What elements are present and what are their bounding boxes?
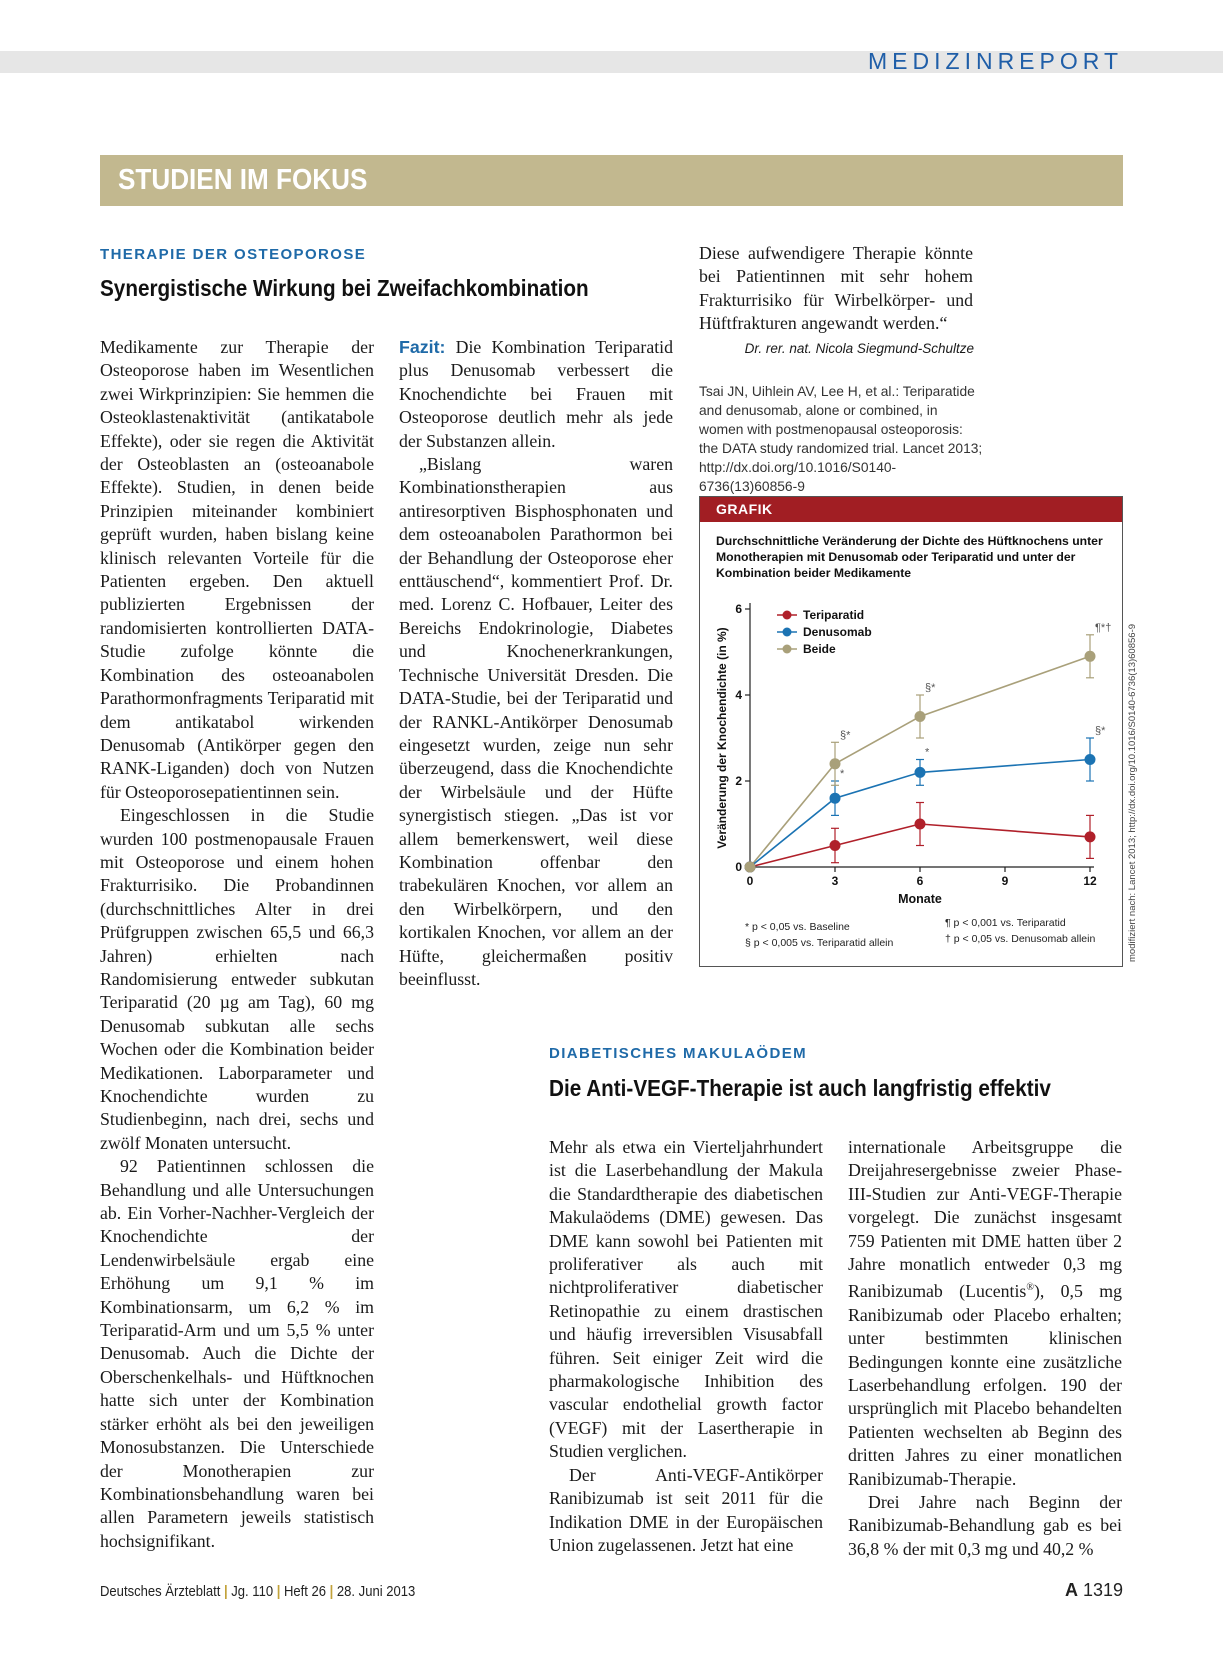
data-point-beide bbox=[915, 711, 926, 722]
legend-label: Denusomab bbox=[803, 625, 872, 639]
issue: Heft 26 bbox=[283, 1584, 327, 1600]
fazit-label: Fazit: bbox=[399, 337, 446, 357]
significance-marker: §* bbox=[840, 729, 851, 742]
journal-name: Deutsches Ärzteblatt bbox=[100, 1584, 221, 1600]
note: † p < 0,05 vs. Denusomab allein bbox=[945, 933, 1096, 945]
date: 28. Juni 2013 bbox=[336, 1584, 416, 1600]
legend-marker bbox=[783, 645, 792, 654]
legend-label: Beide bbox=[803, 642, 836, 656]
article1-column-2 bbox=[399, 336, 673, 991]
paragraph: Medikamente zur Therapie der Osteoporose haben im Wesentlichen zwei Wirkprinzipien: Sie hemmen die Osteoklastenaktivität (antikatabole Effekte), oder sie regen die Aktivität der Osteoblasten an (osteoanabole Effekte). Studien, in denen beide Prinzipien miteinander kombiniert geprüft wurden, haben bislang keine klinisch relevanten Vorteile für die Patienten ergeben. Den aktuell publizierten Ergebnissen der randomisierten kontrollierten DATA-Studie zufolge könnte die Kombination des osteoanabolen Parathormonfragments Teriparatid mit dem antikatabol wirkenden Denusomab (Antikörper gegen den RANK-Liganden) doch von Nutzen für Osteoporosepatientinnen sein. bbox=[100, 337, 374, 802]
banner-title: STUDIEN IM FOKUS bbox=[118, 164, 368, 196]
significance-marker: * bbox=[925, 746, 930, 759]
article2-kicker: DIABETISCHES MAKULAÖDEM bbox=[549, 1045, 808, 1062]
y-tick-label: 6 bbox=[735, 602, 742, 616]
data-point-teriparatid bbox=[915, 819, 926, 830]
section-banner bbox=[100, 155, 1123, 206]
x-axis-label: Monate bbox=[898, 892, 942, 906]
note: * p < 0,05 vs. Baseline bbox=[745, 921, 850, 933]
legend-marker bbox=[783, 628, 792, 637]
separator: | bbox=[224, 1584, 228, 1600]
x-tick-label: 0 bbox=[746, 874, 754, 888]
data-point-beide bbox=[745, 862, 756, 873]
text-span: ), 0,5 mg Ranibizumab oder Placebo erhalten; unter bestimmten klinischen Bedingungen konnte eine zusätzliche Laserbehandlung erfolgen. 190 der ursprünglich mit Placebo behandelten Patienten wechselten ab Beginn des dritten Jahres zu einer monatlichen Ranibizumab-Therapie. bbox=[848, 1281, 1122, 1489]
footer-citation bbox=[100, 1584, 415, 1600]
paragraph bbox=[848, 1136, 1122, 1491]
significance-marker: §* bbox=[1095, 725, 1106, 737]
x-tick-label: 3 bbox=[831, 874, 839, 888]
fazit-paragraph bbox=[399, 336, 673, 453]
paragraph: „Bislang waren Kombinationstherapien aus antiresorptiven Bisphosphonaten und dem osteoanabolen Parathormon bei der Behandlung der Osteoporose eher enttäuschend“, kommentiert Prof. Dr. med. Lorenz C. Hofbauer, Leiter des Bereichs Endokrinologie, Diabetes und Knochenerkrankungen, Technische Universität Dresden. Die DATA-Studie, bei der Teriparatid und der RANKL-Antikörper Denosumab eingesetzt wurden, zeige nun sehr überzeugend, dass die Knochendichte der Wirbelsäule und der Hüfte synergistisch stiegen. „Das ist vor allem bemerkenswert, weil diese Kombination offenbar den trabekulären Knochen, vor allem an den Wirbelkörpern, und den kortikalen Knochen, vor allem an der Hüfte, gleichermaßen positiv beeinflusst. bbox=[399, 454, 673, 989]
paragraph: Mehr als etwa ein Vierteljahrhundert ist die Laserbehandlung der Makula die Standardtherapie des diabetischen Makulaödems (DME) gewesen. Das DME kann sowohl bei Patienten mit proliferativer als auch mit nichtproliferativer diabetischer Retinopathie zu einem drastischen und häufig irreversiblen Visusabfall führen. Seit einiger Zeit wird die pharmakologische Inhibition des vascular endothelial growth factor (VEGF) mit der Lasertherapie in Studien verglichen. bbox=[549, 1137, 823, 1462]
section-label: MEDIZINREPORT bbox=[868, 48, 1123, 74]
paragraph: 92 Patientinnen schlossen die Behandlung und alle Untersuchungen ab. Ein Vorher-Nachher-Vergleich der Knochendichte der Lendenwirbelsäule ergab eine Erhöhung um 9,1 % im Kombinationsarm, um 6,2 % im Teriparatid-Arm und um 5,5 % unter Denusomab. Auch die Dichte der Oberschenkelhals- und Hüftknochen hatte sich unter der Kombination stärker erhöht als bei den jeweiligen Monosubstanzen. Die Unterschiede der Monotherapien zur Kombinationsbehandlung waren bei allen Parametern jeweils statistisch hochsignifikant. bbox=[100, 1156, 374, 1551]
paragraph: Diese aufwendigere Therapie könnte bei Patientinnen mit sehr hohem Frakturrisiko für Wirbelkörper- und Hüftfrakturen angewandt werden.“ bbox=[699, 243, 973, 334]
y-tick-label: 2 bbox=[735, 774, 742, 788]
x-tick-label: 12 bbox=[1083, 874, 1097, 888]
note: ¶ p < 0,001 vs. Teriparatid bbox=[945, 917, 1066, 929]
reference: Tsai JN, Uihlein AV, Lee H, et al.: Teriparatide and denusomab, alone or combined, in women with postmenopausal osteoporosis: the DATA study randomized trial. Lancet 2013; http://dx.doi.org/10.1016/S0140-6736(13)60856-9 bbox=[699, 384, 983, 494]
article1-column-1 bbox=[100, 336, 374, 1553]
volume: Jg. 110 bbox=[231, 1584, 274, 1600]
figure-source: modifiziert nach: Lancet 2013; http://dx.doi.org/10.1016/S0140-6736(13)60856-9 bbox=[1127, 623, 1138, 962]
page-number-value: 1319 bbox=[1082, 1580, 1123, 1600]
paragraph: Der Anti-VEGF-Antikörper Ranibizumab ist seit 2011 für die Indikation DME in der Europäischen Union zugelassenen. Jetzt hat eine bbox=[549, 1464, 823, 1555]
legend-marker bbox=[783, 611, 792, 620]
y-tick-label: 0 bbox=[735, 860, 742, 874]
x-tick-label: 6 bbox=[916, 874, 924, 888]
article1-column-3 bbox=[699, 242, 973, 336]
article1-headline: Synergistische Wirkung bei Zweifachkombination bbox=[100, 275, 589, 301]
data-point-denusomab bbox=[1085, 754, 1096, 765]
data-point-teriparatid bbox=[1085, 831, 1096, 842]
data-point-beide bbox=[830, 758, 841, 769]
article2-column-1 bbox=[549, 1136, 823, 1557]
article2-column-2 bbox=[848, 1136, 1122, 1561]
note: § p < 0,005 vs. Teriparatid allein bbox=[745, 937, 894, 949]
y-axis-label: Veränderung der Knochendichte (in %) bbox=[715, 627, 729, 849]
text-span: internationale Arbeitsgruppe die Dreijahresergebnisse zweier Phase-III-Studien zur Anti-VEGF-Therapie vorgelegt. Die zunächst insgesamt 759 Patienten mit DME hatten über 2 Jahre monatlich entweder 0,3 mg Ranibizumab (Lucentis bbox=[848, 1137, 1122, 1302]
registered-mark: ® bbox=[1026, 1282, 1034, 1294]
paragraph: Eingeschlossen in die Studie wurden 100 postmenopausale Frauen mit Osteoporose und einem hohen Frakturrisiko. Die Probandinnen (durchschnittliches Alter in drei Prüfgruppen zwischen 65,5 und 66,3 Jahren) erhielten nach Randomisierung entweder subkutan Teriparatid (20 µg am Tag), 60 mg Denusomab subkutan alle sechs Wochen oder die Kombination beider Medikationen. Laborparameter und Knochendichte wurden zu Studienbeginn, nach drei, sechs und zwölf Monaten untersucht. bbox=[100, 805, 374, 1153]
legend-label: Teriparatid bbox=[803, 608, 865, 622]
separator: | bbox=[276, 1584, 281, 1600]
fazit-text: Die Kombination Teriparatid plus Denusomab verbessert die Knochendichte bei Frauen mit Osteoporose deutlich mehr als jede der Substanzen allein. bbox=[399, 337, 673, 451]
data-point-teriparatid bbox=[830, 840, 841, 851]
author: Dr. rer. nat. Nicola Siegmund-Schultze bbox=[744, 341, 974, 356]
data-point-denusomab bbox=[915, 767, 926, 778]
significance-marker: §* bbox=[925, 682, 936, 694]
significance-marker: * bbox=[840, 768, 845, 780]
x-tick-label: 9 bbox=[1001, 874, 1009, 888]
figure-box bbox=[699, 496, 1123, 967]
significance-marker: ¶*† bbox=[1095, 621, 1112, 634]
data-point-denusomab bbox=[830, 793, 841, 804]
page-number bbox=[1065, 1580, 1123, 1601]
separator: | bbox=[329, 1584, 334, 1600]
data-point-beide bbox=[1085, 651, 1096, 662]
y-tick-label: 4 bbox=[735, 688, 742, 702]
figure-label: GRAFIK bbox=[716, 501, 773, 517]
bone-density-chart bbox=[700, 497, 1122, 966]
article1-kicker: THERAPIE DER OSTEOPOROSE bbox=[100, 246, 367, 263]
paragraph: Drei Jahre nach Beginn der Ranibizumab-Behandlung gab es bei 36,8 % der mit 0,3 mg und 40,2 % bbox=[848, 1492, 1122, 1559]
page-prefix: A bbox=[1064, 1580, 1078, 1600]
article2-headline: Die Anti-VEGF-Therapie ist auch langfristig effektiv bbox=[549, 1075, 1051, 1101]
figure-title: Durchschnittliche Veränderung der Dichte des Hüftknochens unter Monotherapien mit Denusomab oder Teriparatid und unter der Kombination beider Medikamente bbox=[716, 534, 1103, 580]
